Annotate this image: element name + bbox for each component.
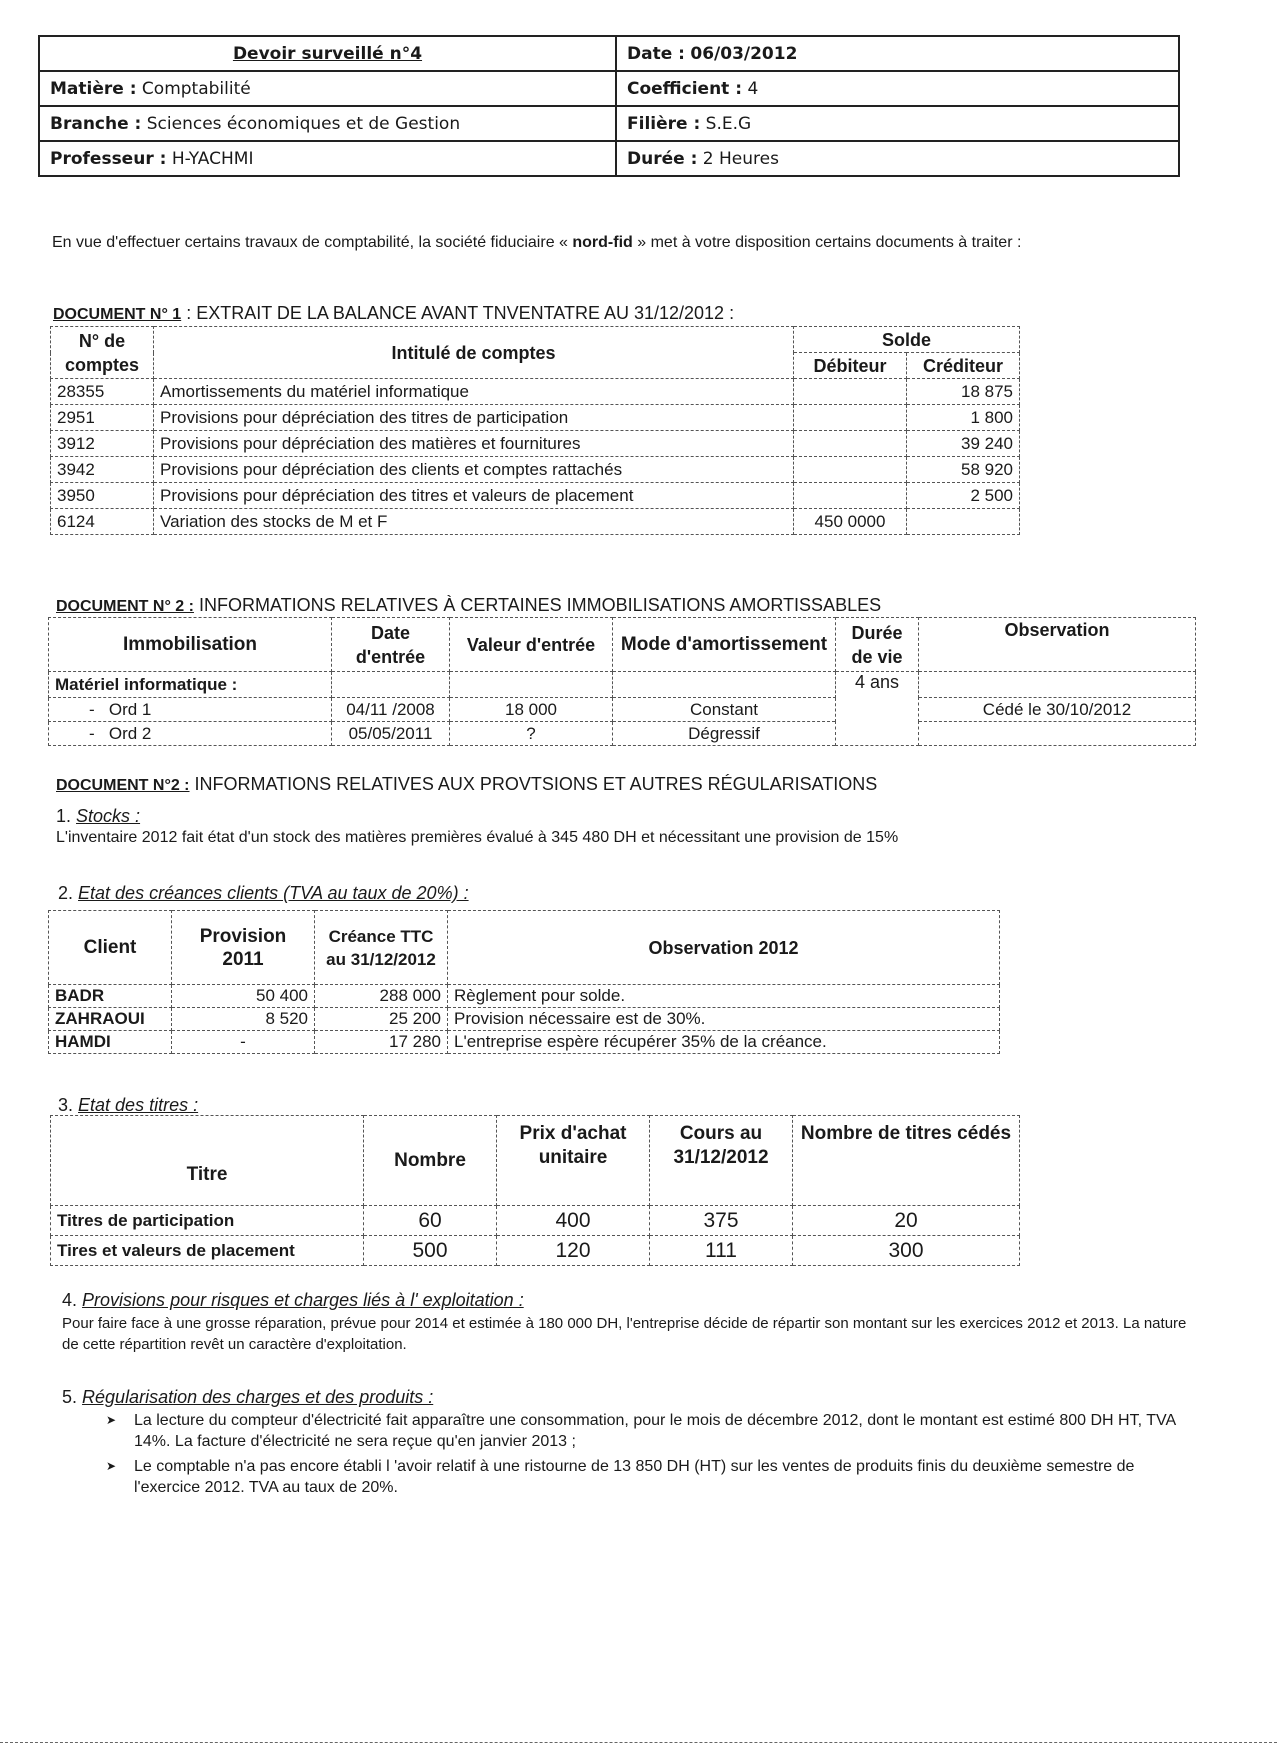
matiere-value: Comptabilité [141, 78, 251, 99]
titre-name: Titres de participation [51, 1206, 364, 1236]
client-obs: Provision nécessaire est de 30%. [448, 1008, 1000, 1031]
titres-table [50, 1115, 1020, 1266]
client-row [49, 985, 1000, 1008]
balance-row [51, 483, 1020, 509]
immo-date: 04/11 /2008 [332, 698, 450, 722]
credit-value: 18 875 [907, 379, 1020, 405]
date-label: Date : [627, 43, 685, 64]
debit-value [794, 457, 907, 483]
duree-label: Durée : [627, 148, 698, 169]
client-prov: - [172, 1031, 315, 1054]
doc3-title: INFORMATIONS RELATIVES AUX PROVTSIONS ET AUTRES RÉGULARISATIONS [189, 774, 878, 794]
s3-num: 3. [58, 1095, 74, 1115]
s1-num: 1. [56, 806, 72, 826]
s2-num: 2. [58, 883, 74, 903]
immo-row [49, 722, 1196, 746]
doc1-heading [53, 303, 734, 324]
account-num: 2951 [51, 405, 154, 431]
col-solde-header: Solde [794, 327, 1020, 353]
immo-name: - Ord 1 [49, 698, 332, 722]
col-obs-header: Observation [919, 618, 1196, 672]
col-valeur-header: Valeur d'entrée [450, 618, 613, 672]
branche-label: Branche : [50, 113, 142, 134]
account-label: Provisions pour dépréciation des matières et fournitures [154, 431, 794, 457]
client-name: BADR [49, 985, 172, 1008]
prof-label: Professeur : [50, 148, 167, 169]
account-num: 28355 [51, 379, 154, 405]
doc3-label: DOCUMENT N°2 : [56, 777, 190, 794]
immo-row [49, 698, 1196, 722]
s2-title: Etat des créances clients (TVA au taux de 20%) : [78, 883, 469, 903]
section-titres-title [58, 1095, 198, 1116]
filiere-label: Filière : [627, 113, 701, 134]
cl-col-prov: Provision 2011 [172, 911, 315, 985]
cl-col-client: Client [49, 911, 172, 985]
col-num-header: N° de comptes [51, 327, 154, 379]
immo-mode: Dégressif [613, 722, 836, 746]
credit-value: 58 920 [907, 457, 1020, 483]
balance-row [51, 431, 1020, 457]
account-num: 6124 [51, 509, 154, 535]
balance-row [51, 379, 1020, 405]
page-bottom-line [0, 1742, 1277, 1743]
s1-title: Stocks : [76, 806, 141, 826]
cl-col-obs: Observation 2012 [448, 911, 1000, 985]
duree-cell [616, 141, 1179, 176]
titre-name: Tires et valeurs de placement [51, 1236, 364, 1266]
branche-cell [39, 106, 616, 141]
branche-value: Sciences économiques et de Gestion [146, 113, 461, 134]
col-date-header: Date d'entrée [332, 618, 450, 672]
ti-col-cedes: Nombre de titres cédés [793, 1116, 1020, 1206]
titre-cours: 111 [650, 1236, 793, 1266]
balance-row [51, 405, 1020, 431]
balance-row [51, 509, 1020, 535]
regularisation-list [100, 1410, 1190, 1502]
s5-num: 5. [62, 1387, 78, 1407]
immo-obs [919, 722, 1196, 746]
account-num: 3942 [51, 457, 154, 483]
account-label: Amortissements du matériel informatique [154, 379, 794, 405]
col-debit-header: Débiteur [794, 353, 907, 379]
debit-value [794, 405, 907, 431]
coef-label: Coefficient : [627, 78, 743, 99]
ti-col-cours: Cours au 31/12/2012 [650, 1116, 793, 1206]
client-creance: 25 200 [315, 1008, 448, 1031]
titre-nombre: 60 [364, 1206, 497, 1236]
matiere-label: Matière : [50, 78, 137, 99]
section-creances-title [58, 883, 469, 904]
intro-before: En vue d'effectuer certains travaux de comptabilité, la société fiduciaire « [52, 234, 573, 251]
client-prov: 50 400 [172, 985, 315, 1008]
date-value: 06/03/2012 [690, 43, 798, 64]
account-label: Provisions pour dépréciation des clients et comptes rattachés [154, 457, 794, 483]
account-label: Variation des stocks de M et F [154, 509, 794, 535]
immo-name-text: Ord 1 [108, 699, 152, 719]
titre-prix: 400 [497, 1206, 650, 1236]
account-num: 3950 [51, 483, 154, 509]
credit-value: 2 500 [907, 483, 1020, 509]
immo-date: 05/05/2011 [332, 722, 450, 746]
prof-value: H-YACHMI [171, 148, 254, 169]
filiere-value: S.E.G [705, 113, 752, 134]
client-creance: 17 280 [315, 1031, 448, 1054]
col-intitule-header: Intitulé de comptes [154, 327, 794, 379]
debit-value [794, 379, 907, 405]
matiere-cell [39, 71, 616, 106]
client-name: ZAHRAOUI [49, 1008, 172, 1031]
immo-valeur: 18 000 [450, 698, 613, 722]
immo-obs: Cédé le 30/10/2012 [919, 698, 1196, 722]
section-regularisation-title [62, 1387, 433, 1408]
coef-cell [616, 71, 1179, 106]
cl-col-creance: Créance TTC au 31/12/2012 [315, 911, 448, 985]
exam-header [38, 35, 1180, 177]
intro-after: » met à votre disposition certains documents à traiter : [632, 234, 1022, 251]
provisions-text: Pour faire face à une grosse réparation, prévue pour 2014 et estimée à 180 000 DH, l'entreprise décide de répartir son montant sur les exercices 2012 et 2013. La nature de cette répartition revêt un caractère d'exploitation. [62, 1315, 1187, 1353]
credit-value: 39 240 [907, 431, 1020, 457]
immo-name: - Ord 2 [49, 722, 332, 746]
credit-value [907, 509, 1020, 535]
doc2-label: DOCUMENT N° 2 : [56, 598, 194, 615]
s5-title: Régularisation des charges et des produits : [82, 1387, 434, 1407]
col-credit-header: Créditeur [907, 353, 1020, 379]
doc1-title: : EXTRAIT DE LA BALANCE AVANT TNVENTATRE AU 31/12/2012 : [181, 303, 735, 323]
col-immo-header: Immobilisation [49, 618, 332, 672]
ti-col-titre: Titre [51, 1116, 364, 1206]
account-num: 3912 [51, 431, 154, 457]
client-prov: 8 520 [172, 1008, 315, 1031]
prof-cell [39, 141, 616, 176]
stocks-text: L'inventaire 2012 fait état d'un stock des matières premières évalué à 345 480 DH et nécessitant une provision de 15% [56, 829, 899, 846]
s4-title: Provisions pour risques et charges liés à l' exploitation : [82, 1290, 524, 1310]
client-creance: 288 000 [315, 985, 448, 1008]
titre-row [51, 1206, 1020, 1236]
credit-value: 1 800 [907, 405, 1020, 431]
doc2-heading [56, 595, 881, 616]
account-label: Provisions pour dépréciation des titres de participation [154, 405, 794, 431]
section-provisions-title [62, 1290, 524, 1311]
s3-title: Etat des titres : [78, 1095, 199, 1115]
debit-value [794, 431, 907, 457]
duree-value: 2 Heures [702, 148, 779, 169]
titre-cedes: 20 [793, 1206, 1020, 1236]
doc3-heading [56, 774, 877, 795]
client-obs: L'entreprise espère récupérer 35% de la créance. [448, 1031, 1000, 1054]
balance-table [50, 326, 1020, 535]
date-cell [616, 36, 1179, 71]
s4-num: 4. [62, 1290, 78, 1310]
client-name: HAMDI [49, 1031, 172, 1054]
titre-cedes: 300 [793, 1236, 1020, 1266]
clients-table [48, 910, 1000, 1054]
regularisation-item: ➤ Le comptable n'a pas encore établi l 'avoir relatif à une ristourne de 13 850 DH (HT) sur les ventes de produits finis du deuxième semestre de l'exercice 2012. TVA au taux de 20%. [100, 1456, 1190, 1498]
debit-value: 450 0000 [794, 509, 907, 535]
client-row [49, 1031, 1000, 1054]
duree-value: 4 ans [836, 672, 919, 746]
account-label: Provisions pour dépréciation des titres et valeurs de placement [154, 483, 794, 509]
titre-row [51, 1236, 1020, 1266]
group-label: Matériel informatique : [49, 672, 332, 698]
ti-col-nombre: Nombre [364, 1116, 497, 1206]
debit-value [794, 483, 907, 509]
immo-mode: Constant [613, 698, 836, 722]
titre-nombre: 500 [364, 1236, 497, 1266]
client-obs: Règlement pour solde. [448, 985, 1000, 1008]
exam-title-cell [39, 36, 616, 71]
coef-value: 4 [747, 78, 759, 99]
col-duree-header: Durée de vie [836, 618, 919, 672]
immo-name-text: Ord 2 [108, 723, 152, 743]
client-row [49, 1008, 1000, 1031]
immo-valeur: ? [450, 722, 613, 746]
titre-prix: 120 [497, 1236, 650, 1266]
section-stocks-title [56, 806, 140, 827]
filiere-cell [616, 106, 1179, 141]
col-mode-header: Mode d'amortissement [613, 618, 836, 672]
intro-paragraph [52, 232, 1182, 254]
regularisation-item: ➤ La lecture du compteur d'électricité fait apparaître une consommation, pour le mois de décembre 2012, dont le montant est estimé 800 DH HT, TVA 14%. La facture d'électricité ne sera reçue qu'en janvier 2013 ; [100, 1410, 1190, 1452]
intro-company: nord-fid [572, 234, 633, 251]
doc1-label: DOCUMENT N° 1 [53, 306, 182, 323]
titre-cours: 375 [650, 1206, 793, 1236]
doc2-title: INFORMATIONS RELATIVES À CERTAINES IMMOBILISATIONS AMORTISSABLES [193, 595, 882, 615]
balance-row [51, 457, 1020, 483]
exam-title: Devoir surveillé n°4 [232, 43, 423, 64]
immobilisations-table [48, 617, 1196, 746]
ti-col-prix: Prix d'achat unitaire [497, 1116, 650, 1206]
